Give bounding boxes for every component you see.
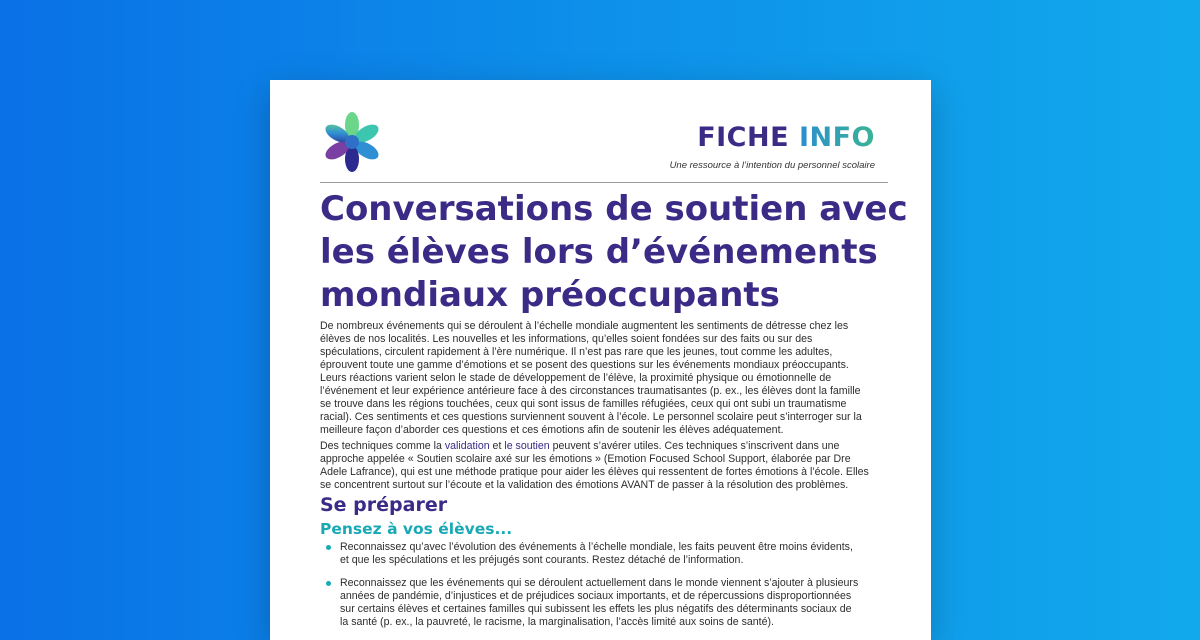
text-line: Reconnaissez que les événements qui se déroulent actuellement dans le monde viennent s’ajouter à plusieurs: [340, 577, 859, 589]
text-line: meilleure façon d’aborder ces questions et ces émotions afin de soutenir les élèves adéquatement.: [320, 424, 784, 436]
text-segment: Des techniques comme la: [320, 440, 445, 452]
text-segment: et: [489, 440, 505, 452]
text-line: De nombreux événements qui se déroulent à l’échelle mondiale augmentent les sentiments de détresse chez les: [320, 320, 849, 332]
text-line: la santé (p. ex., la pauvreté, le racisme, la marginalisation, l’accès limité aux soins de santé).: [340, 616, 774, 628]
text-line: sur certains élèves et certaines familles qui subissent les effets les plus négatifs des déterminants sociaux de: [340, 603, 852, 615]
text-line: [320, 440, 892, 453]
list-item: [326, 541, 896, 567]
text-line: années de pandémie, d’injustices et de préjudices sociaux importants, et de répercussions disproportionnées: [340, 590, 852, 602]
list-item: [326, 577, 896, 629]
text-line: et que les spéculations et les préjugés sont courants. Restez détaché de l’information.: [340, 554, 744, 566]
text-line: se trouve dans les régions touchées, ceux qui sont issus de familles réfugiées, ceux qui ont subi un traumatisme: [320, 398, 847, 410]
text-line: Reconnaissez qu’avec l’évolution des événements à l’échelle mondiale, les faits peuvent être moins évidents,: [340, 541, 853, 553]
text-line: spéculations, circulent rapidement à l’ère numérique. Il n’est pas rare que les jeunes, tout comme les adultes,: [320, 346, 833, 358]
text-line: élèves de nos localités. Les nouvelles et les informations, qu’elles soient fondées sur des faits ou sur des: [320, 333, 813, 345]
bullet-list: [326, 541, 896, 639]
intro-paragraph: [320, 320, 892, 437]
title-line: Conversations de soutien avec: [320, 189, 908, 229]
text-line: approche appelée « Soutien scolaire axé sur les émotions » (Emotion Focused School Support, élaborée par Dre: [320, 453, 851, 465]
soutien-link[interactable]: le soutien: [504, 440, 550, 452]
text-line: Adele Lafrance), qui est une méthode pratique pour aider les élèves qui ressentent de fortes émotions à l’école. Elles: [320, 466, 869, 478]
techniques-paragraph: [320, 440, 892, 492]
text-line: Leurs réactions varient selon le stade de développement de l’élève, la proximité physique ou émotionnelle de: [320, 372, 832, 384]
fiche-word: FICHE: [697, 122, 790, 153]
title-line: mondiaux préoccupants: [320, 275, 780, 315]
text-line: se concentrent surtout sur l’écoute et la validation des émotions AVANT de passer à la résolution des problèmes.: [320, 479, 849, 491]
section-title: Se préparer: [320, 494, 448, 516]
fiche-info-heading: [697, 124, 875, 151]
validation-link[interactable]: validation: [444, 440, 490, 452]
text-line: l’événement et leur expérience antérieure face à des circonstances traumatisantes (p. ex., les élèves dont la famille: [320, 385, 861, 397]
subsection-title: Pensez à vos élèves...: [320, 520, 513, 538]
info-word: INFO: [798, 122, 875, 153]
document-page: [270, 80, 931, 640]
title-line: les élèves lors d’événements: [320, 232, 878, 272]
header-divider: [320, 182, 888, 183]
flower-logo-icon: [320, 110, 384, 174]
document-title: [320, 188, 908, 317]
header-subtitle: Une ressource à l’intention du personnel scolaire: [669, 160, 875, 171]
text-segment: peuvent s’avérer utiles. Ces techniques s’inscrivent dans une: [549, 440, 840, 452]
text-line: éprouvent toute une gamme d’émotions et se posent des questions sur les événements mondiaux préoccupants.: [320, 359, 849, 371]
text-line: racial). Ces sentiments et ces questions surviennent souvent à l’école. Le personnel scolaire peut s’interroger sur la: [320, 411, 862, 423]
